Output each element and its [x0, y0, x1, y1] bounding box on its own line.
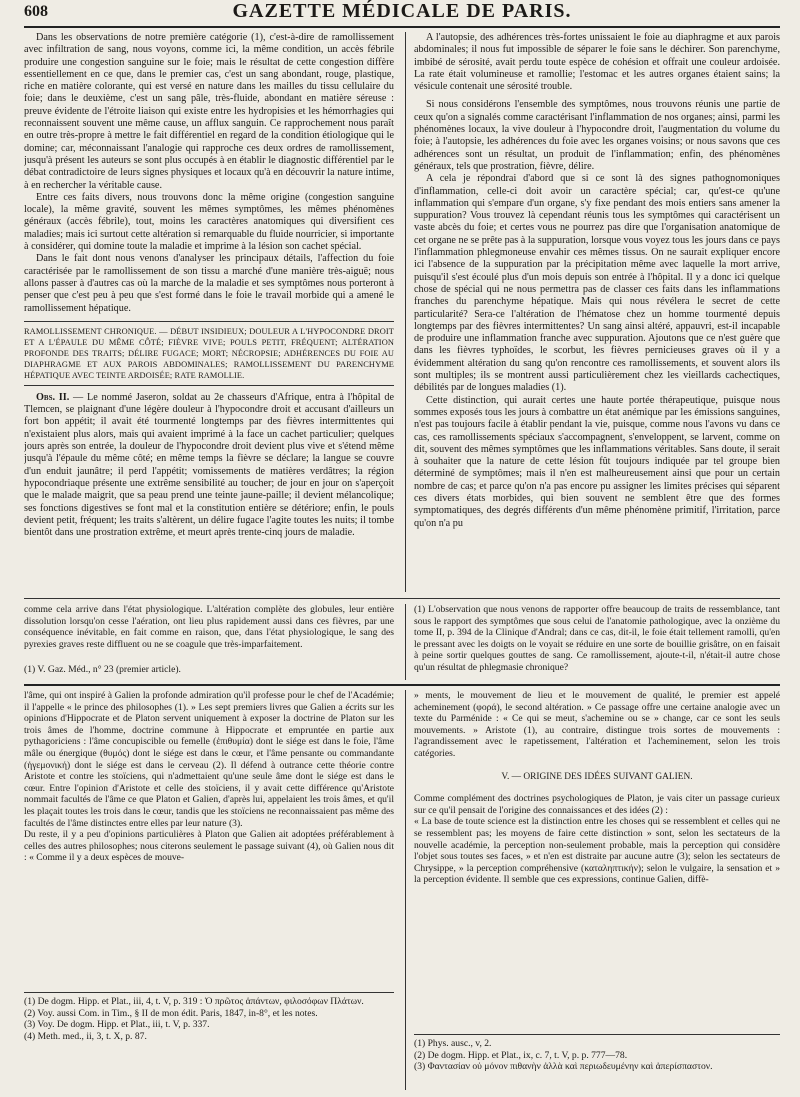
- footnote: (3) Φαντασίαν οὐ μόνον πιθανὴν ἀλλὰ καὶ περιωδευμένην καὶ ἀπερίσπαστον.: [414, 1061, 713, 1073]
- paragraph: Dans le fait dont nous venons d'analyser les principaux détails, l'affection du foie caractérisée par le ramollissement de son tissu a marché d'une manière très-aiguë; nous allons passer à d'autres cas où la marche de la maladie et ses symptômes nous porteront à penser que c'est peu à peu que s'est formé dans le foie le travail morbide qui a amené le ramollissement hépatique.: [24, 253, 394, 314]
- paragraph: Si nous considérons l'ensemble des symptômes, nous trouvons réunis une partie de ceux qu'on a signalés comme caractérisant l'inflammation de nos organes; ainsi, parmi les phénomènes locaux, la vive douleur à l'hypocondre droit, l'augmentation du volume du foie; à l'autopsie, les adhérences du foie avec les organes voisins; or nous savons que ces adhérences sont un résultat, un produit de l'inflammation; enfin, des phénomènes généraux, tels que prostration, fièvre, délire.: [414, 99, 780, 172]
- feuilleton-rule: [24, 684, 780, 686]
- rubric-rule: [24, 385, 394, 386]
- observation-label: Obs. II.: [36, 391, 70, 403]
- column-divider: [405, 604, 406, 680]
- bottom-right-footnotes: [414, 1038, 780, 1094]
- observation-text: — Le nommé Jaseron, soldat au 2e chasseurs d'Afrique, entra à l'hôpital de Tlemcen, se plaignant d'une légère douleur à l'hypocondre droit et accusant d'ailleurs un fort bon appétit; il avait été tourmenté longtemps par des fièvres intermittentes qui n'existaient plus alors, mais qui avaient imprimé à la face un cachet particulier; quelques jours après son entrée, la douleur de l'hypocondre droit devient plus vive et s'étend même jusqu'à l'épaule du même côté; en même temps la fièvre se déclare; la langue se couvre d'un enduit jaunâtre; il perd l'appétit; vomissements de matières verdâtres; la région hypocondriaque présente une extrême sensibilité au toucher; de jour en jour on s'aperçoit que le malade maigrit, que sa peau prend une teinte jaune-paille; il devient mélancolique; ses fonctions digestives se font mal et la constitution entière se détériore; enfin, le pouls devient petit, fréquent; les traits s'altèrent, un délire fugace l'agite toutes les nuits; il tombe bientôt dans une prostration extrême, et meurt après trente-cinq jours de maladie.: [24, 391, 394, 539]
- paragraph: Entre ces faits divers, nous trouvons donc la même origine (congestion sanguine locale), la même gravité, souvent les mêmes symptômes, les mêmes phénomènes généraux (accès fébrile), tout, moins les caractères anatomiques qui diversifient ces maladies; mais ici surtout cette altération si remarquable du fluide nourricier, si importante à considérer, qui domine toute la maladie et imprime à la lésion son cachet spécial.: [24, 191, 394, 253]
- column-divider: [405, 690, 406, 1090]
- paragraph: l'âme, qui ont inspiré à Galien la profonde admiration qu'il professe pour le chef de l'Académie; il l'appelle « le prince des philosophes (1). » Les sept premiers livres que Galien a écrits sur les opinions d'Hippocrate et de Platon servent uniquement à exposer la doctrine de Platon sur les trois âmes de l'homme, doctrine commune à Hippocrate et empruntée en partie aux pythagoriciens : l'âme concupiscible ou femelle (ἐπιθυμία) dont le siége est dans le foie, l'âme mâle ou énergique (θυμός) dont le siége est dans le cœur, et l'âme pensante ou commandante (ἡγεμονική) dont le siége est dans le cerveau (2). Il défend à outrance cette théorie contre Aristote et contre les stoïciens, qui n'admettaient qu'une seule âme dont le siége est dans le cœur. Entre l'opinion d'Aristote et celle des stoïciens, il y avait cette différence qu'Aristote nommait facultés de l'âme ce que Platon et Galien, d'après lui, appelaient les trois âmes, et qu'il les plaçait toutes les trois dans le cœur, tandis que les stoïciens ne reconnaissaient pas même des facultés de l'âme distinctes entre elles par leur nature (3).: [24, 690, 394, 829]
- case-rubric: RAMOLLISSEMENT CHRONIQUE. — DÉBUT INSIDIEUX; DOULEUR A L'HYPOCONDRE DROIT ET A L'ÉPAULE DU MÊME CÔTÉ; FIÈVRE VIVE; POULS PETIT, FRÉQUENT; ALTÉRATION PROFONDE DES TRAITS; DÉLIRE FUGACE; MORT; NÉCROPSIE; ADHÉRENCES DU FOIE AU DIAPHRAGME ET AUX PAROIS ABDOMINALES; RAMOLLISSEMENT DU PARENCHYME HÉPATIQUE AVEC TEINTE ARDOISÉE; RATE RAMOLLIE.: [24, 326, 394, 380]
- header-rule: [24, 26, 780, 28]
- bottom-right-column: [414, 690, 780, 1026]
- section-rule: [24, 598, 780, 599]
- footnote: (1) Phys. ausc., v, 2.: [414, 1038, 492, 1049]
- rubric-rule: [24, 321, 394, 322]
- footnote: (1) V. Gaz. Méd., n° 23 (premier article).: [24, 664, 181, 675]
- quote-paragraph: « La base de toute science est la distinction entre les choses qui se ressemblent et celles qui ne se ressemblent pas; les moyens de faire cette distinction » sont, selon les sectateurs de la nouvelle académie, la perception non-seulement probable, mais la perception qui considère l'objet sous toutes ses faces, » et n'en est distraite par aucune autre (3); selon les sectateurs de Chrysippe, » la perception compréhensive (καταληπτικήν); selon le vulgaire, la sensation et » la perception évidente. Il semble que ces expressions, continue Galien, diffè-: [414, 816, 780, 886]
- paragraph: » ments, le mouvement de lieu et le mouvement de qualité, le premier est appelé acheminement (φορά), le second altération. » Ce passage offre une certaine analogie avec un texte du Parménide : « Ce qui se meut, s'achemine ou se » change, car ce sont les seuls mouvements. » Aristote (1), au contraire, distingue trois sortes de mouvements : l'agrandissement avec le rapetissement, l'altération et l'acheminement, selon les trois catégories.: [414, 690, 780, 759]
- footnote: (1) De dogm. Hipp. et Plat., iii, 4, t. V, p. 319 : Ὁ πρῶτος ἁπάντων, φιλοσόφων Πλάτων.: [24, 996, 364, 1007]
- footnote-rule: [414, 1034, 780, 1035]
- page-number: 608: [24, 3, 48, 20]
- page-header: [24, 0, 780, 24]
- observation-paragraph: [24, 392, 394, 540]
- footnote-rule: [24, 992, 394, 993]
- column-divider: [405, 32, 406, 592]
- paragraph: Dans les observations de notre première catégorie (1), c'est-à-dire de ramollissement avec infiltration de sang, nous voyons, comme ici, la même condition, un accès fébrile produire une congestion sanguine sur le foie; mais le résultat de cette congestion diffère essentiellement en ce que, dans le premier cas, c'est un sang abondant, rouge, plastique, riche en matière colorante, qui est versé en nature dans les mailles du tissu cellulaire du foie; dans le deuxième, c'est un sang pâle, très-fluide, abondant en matière séreuse : preuve évidente de l'étroite liaison qui existe entre les hydropisies et les hémorrhagies qui reconnaissent souvent une même cause, un afflux sanguin. Ce rapprochement nous paraît en outre très-propre à mettre le fait différentiel en regard de la condition étiologique qui le domine; car, méconnaissant l'analogie qui rapproche ces deux ordres de ramollissement, jusqu'à présent les auteurs se sont plus occupés à en établir le diagnostic différentiel par le débat contradictoire de leurs signes physiques et locaux qu'à en découvrir la nature intime, à en rechercher la véritable cause.: [24, 32, 394, 191]
- paragraph: Comme complément des doctrines psychologiques de Platon, je vais citer un passage curieux sur ce qu'il pensait de l'origine des connaissances et des idées (2) :: [414, 793, 780, 816]
- mid-right-footnote: [414, 604, 780, 680]
- bottom-left-footnotes: [24, 996, 394, 1092]
- top-left-column: [24, 32, 394, 592]
- journal-title: GAZETTE MÉDICALE DE PARIS.: [232, 0, 572, 22]
- paragraph: Cette distinction, qui aurait certes une haute portée thérapeutique, puisque nous sommes exposés tous les jours à combattre un état anémique par les émissions sanguines, n'est pas toujours facile à établir pendant la vie, puisque, comme nous l'avons vu dans ce cas, ces ramollissements spéciaux s'accompagnent, s'enveloppent, se larvent, comme on dit, souvent des mêmes symptômes que les inflammations véritables. Sans doute, il serait à souhaiter que la nature de cette lésion fût toujours indiquée par tel groupe bien déterminé de symptômes; mais il n'en est malheureusement ainsi que pour un certain nombre de cas; et parce qu'on n'a pas encore pu assigner les limites précises qui séparent ces divers états morbides, qui bien souvent ne semblent être que des formes symptomatiques, des degrés différents d'un même phénomène primitif, l'irritation, parce qu'on n'a pu: [414, 394, 780, 529]
- paragraph: A l'autopsie, des adhérences très-fortes unissaient le foie au diaphragme et aux parois abdominales; il nous fut impossible de séparer le foie sans le déchirer. Son parenchyme, imbibé de sérosité, avait perdu toute espèce de cohésion et offrait une couleur ardoisée. La rate était volumineuse et ramollie; l'estomac et les autres organes étaient sains; la vésicule contenait une sérosité trouble.: [414, 32, 780, 93]
- mid-left-footnote: [24, 664, 394, 678]
- top-right-column: [414, 32, 780, 592]
- mid-left-column: [24, 604, 394, 664]
- bottom-left-column: [24, 690, 394, 990]
- footnote: (3) Voy. De dogm. Hipp. et Plat., iii, t. V, p. 337.: [24, 1019, 210, 1031]
- footnote: (4) Meth. med., ii, 3, t. X, p. 87.: [24, 1030, 147, 1042]
- footnote: (1) L'observation que nous venons de rapporter offre beaucoup de traits de ressemblance, tant sous le rapport des symptômes que sous celui de l'anatomie pathologique, avec la onzième du tome II, p. 394 de la Clinique d'Andral; dans ce cas, dit-il, le foie était tellement ramolli, qu'en le pressant avec les doigts on le voyait se réduire en une sorte de bouillie grisâtre, on en faisait à peine sortir quelques gouttes de sang. Ce ramollissement, ajoute-t-il, n'était-il autre chose qu'un résultat de phlegmasie chronique?: [414, 604, 780, 673]
- footnote: (2) De dogm. Hipp. et Plat., ix, c. 7, t. V, p. p. 777—78.: [414, 1049, 628, 1061]
- paragraph: Du reste, il y a peu d'opinions particulières à Platon que Galien ait adoptées préférablement à celles des autres philosophes; nous citerons seulement le passage suivant (4), où Galien nous dit : « Comme il y a deux espèces de mouve-: [24, 829, 394, 864]
- section-title: V. — ORIGINE DES IDÉES SUIVANT GALIEN.: [501, 771, 693, 782]
- paragraph: A cela je répondrai d'abord que si ce sont là des signes pathognomoniques d'inflammation, celle-ci doit avoir un caractère spécial; car, qu'est-ce qu'une inflammation qui s'empare d'un organe, s'y fixe pendant des mois entiers sans amener la suppuration? Vous trouvez là cependant réunis tous les symptômes qui caractérisent un vaste abcès du foie; et certes vous ne pourrez pas dire que l'organisation anatomique de cet organe ne se prête pas à la suppuration, lorsque vous voyez tous les jours dans ce pays l'inflammation phlegmoneuse envahir ces mêmes tissus. On ne saurait expliquer encore ici l'absence de la suppuration par la précipitation même avec laquelle la mort arrive, puisqu'il s'est écoulé plus d'un mois depuis son entrée à l'hôpital. Il y a donc ici quelque chose de spécial qui ne nous permettra pas de classer ces faits dans les inflammations franches du parenchyme hépatique. Mais qui nous révélera le secret de cette particularité? Sera-ce l'altération de l'hématose chez un homme tourmenté depuis longtemps par des fièvres intermittentes? Un sang ainsi altéré, appauvri, est-il incapable de produire une inflammation franche avec suppuration. Ajoutons que ce n'est guère que dans les fièvres typhoïdes, le scorbut, les fièvres pernicieuses graves où il y a évidemment altération du sang qu'on rencontre ces ramollissements, et souvent alors ils sont multiples; ils se montrent aussi particulièrement chez les vieillards cachectiques, débilités par de longues maladies (1).: [414, 173, 780, 394]
- footnote: (2) Voy. aussi Com. in Tim., § II de mon édit. Paris, 1847, in-8°, et les notes.: [24, 1007, 318, 1019]
- continued-text: comme cela arrive dans l'état physiologique. L'altération complète des globules, leur entière dissolution lorsqu'on cesse l'aération, ont lieu plus rapidement aussi dans ces fièvres, par une conséquence inévitable, en fait comme en raison, que, dans l'état physiologique, le sang des pyrexies graves reste diffluent ou ne se coagule que très-imparfaitement.: [24, 604, 394, 650]
